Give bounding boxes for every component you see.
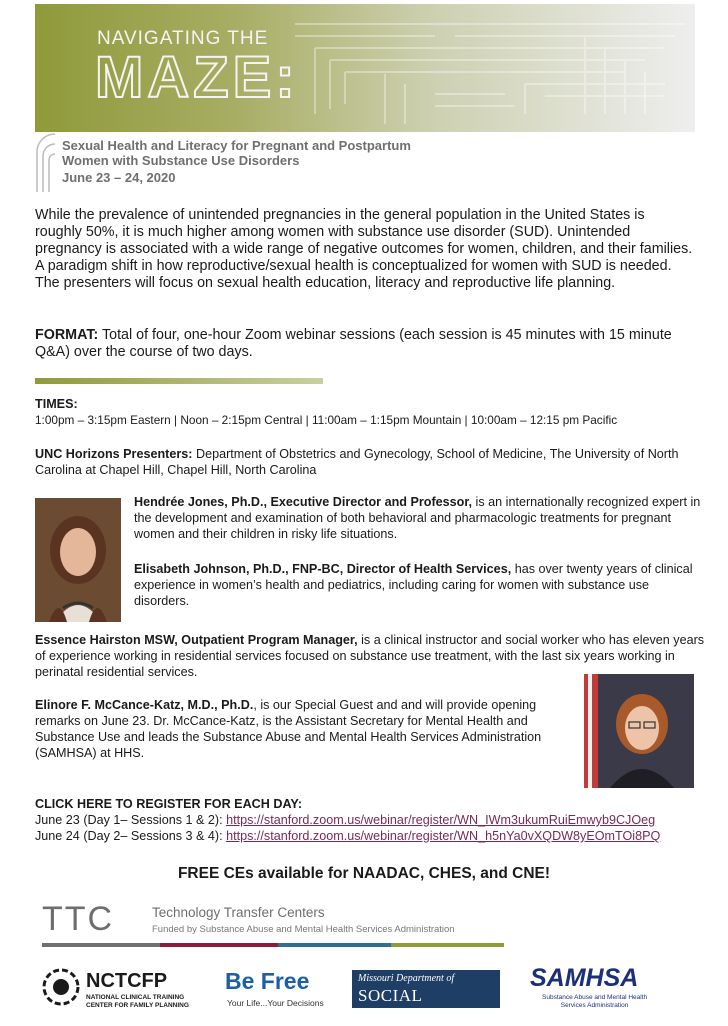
presenters-paragraph <box>35 446 695 478</box>
banner-title-main: MAZE: <box>95 45 299 110</box>
times-label: TIMES: <box>35 397 78 411</box>
bio-text: , is our Special Guest and and will provide opening remarks on June 23. Dr. McCance-Katz, is the Assistant Secretary for Mental Health and Substance Use and leads the Substance Abuse and Mental Health Services Administration (SAMHSA) at HHS. <box>35 698 542 760</box>
register-link-day-1[interactable]: https://stanford.zoom.us/webinar/register/WN_IWm3ukumRuiEmwyb9CJOeg <box>226 813 656 827</box>
samhsa-subtitle <box>542 994 647 1010</box>
bio-essence-hairston <box>35 632 705 680</box>
register-day-1-label: June 23 (Day 1– Sessions 1 & 2): <box>35 813 227 827</box>
bio-name: Essence Hairston MSW, Outpatient Program Manager, <box>35 633 358 647</box>
section-divider <box>35 378 323 384</box>
presenters-text: Department of Obstetrics and Gynecology, School of Medicine, The University of North Carolina at Chapel Hill, Chapel Hill, North Carolina <box>35 447 679 477</box>
format-label: FORMAT: <box>35 327 99 343</box>
nctcfp-logo <box>42 968 192 1018</box>
register-link-day-2[interactable]: https://stanford.zoom.us/webinar/register/WN_h5nYa0vXQDW8yEOmTOi8PQ <box>226 829 661 843</box>
ttc-funded-by: Funded by Substance Abuse and Mental Health Services Administration <box>152 924 455 935</box>
header-banner <box>35 4 695 132</box>
bio-name: Elisabeth Johnson, Ph.D., FNP-BC, Director of Health Services, <box>134 562 512 576</box>
stripe-green <box>391 943 504 947</box>
nctcfp-subtitle-line-2: CENTER FOR FAMILY PLANNING <box>86 1002 189 1009</box>
bio-elinore-mccance-katz <box>35 697 565 761</box>
register-section <box>35 796 705 844</box>
format-text: Total of four, one-hour Zoom webinar sessions (each session is 45 minutes with 15 minute Q&A) over the course of two days. <box>35 327 672 360</box>
banner-title-top: NAVIGATING THE <box>97 28 269 49</box>
samhsa-name: SAMHSA <box>530 964 639 992</box>
register-day-2 <box>35 828 705 844</box>
nctcfp-emblem-icon <box>42 968 80 1006</box>
missouri-line-2: SOCIAL SERVICES <box>358 986 441 1025</box>
bio-text: has over twenty years of clinical experience in women’s health and pediatrics, including caring for women with substance use disorders. <box>134 562 693 608</box>
stripe-gray <box>42 943 160 947</box>
register-heading: CLICK HERE TO REGISTER FOR EACH DAY: <box>35 797 303 811</box>
times-text: 1:00pm – 3:15pm Eastern | Noon – 2:15pm Central | 11:00am – 1:15pm Mountain | 10:00am – 12:15 pm Pacific <box>35 413 618 427</box>
nctcfp-subtitle <box>86 994 189 1010</box>
times-section <box>35 396 705 428</box>
guest-photo-mccance-katz <box>584 674 694 788</box>
be-free-logo <box>225 968 325 1018</box>
bio-name: Hendrée Jones, Ph.D., Executive Director and Professor, <box>134 495 473 509</box>
be-free-name: Be Free <box>225 968 310 994</box>
bio-text: is an internationally recognized expert in the development and examination of both behavioral and pharmacologic treatments for pregnant women and their children in risky life situations. <box>134 495 701 541</box>
maze-pattern-graphic <box>285 14 695 124</box>
register-day-2-label: June 24 (Day 2– Sessions 3 & 4): <box>35 829 227 843</box>
ttc-color-stripes <box>42 943 504 947</box>
format-paragraph <box>35 327 695 361</box>
subtitle-line-2: Women with Substance Use Disorders <box>62 153 300 168</box>
bio-text: is a clinical instructor and social worker who has eleven years of experience working in residential services focused on substance use treatment, with the last six years working in perinatal residential services. <box>35 633 705 679</box>
intro-paragraph: While the prevalence of unintended pregnancies in the general population in the United States is roughly 50%, it is much higher among women with substance use disorder (SUD). Unintended pregnancy is associated with a wide range of negative outcomes for women, children, and their families. A paradigm shift in how reproductive/sexual health is conceptualized for women with SUD is needed. The presenters will focus on sexual health education, literacy and reproductive life planning. <box>35 207 693 291</box>
samhsa-subtitle-line-1: Substance Abuse and Mental Health <box>542 994 648 1001</box>
bio-elisabeth-johnson <box>134 561 704 609</box>
bio-hendree-jones <box>134 494 704 542</box>
event-subtitle <box>62 138 411 168</box>
stripe-maroon <box>160 943 278 947</box>
event-date: June 23 – 24, 2020 <box>62 170 176 185</box>
missouri-social-services-logo <box>352 970 500 1025</box>
subtitle-line-1: Sexual Health and Literacy for Pregnant and Postpartum <box>62 138 411 153</box>
missouri-line-1: Missouri Department of <box>358 973 455 984</box>
samhsa-logo <box>530 964 680 1018</box>
free-ces-banner: FREE CEs available for NAADAC, CHES, and CNE! <box>177 865 551 882</box>
presenters-label: UNC Horizons Presenters: <box>35 447 193 461</box>
stripe-blue <box>278 943 391 947</box>
arc-decoration-graphic <box>35 132 59 192</box>
samhsa-subtitle-line-2: Services Administration <box>560 1002 629 1009</box>
nctcfp-name: NCTCFP <box>86 970 168 992</box>
bio-name: Elinore F. McCance-Katz, M.D., Ph.D. <box>35 698 254 712</box>
presenter-photo-hendree-jones <box>35 498 121 622</box>
be-free-tagline: Your Life...Your Decisions <box>227 998 324 1008</box>
ttc-logo: TTC <box>42 900 115 938</box>
nctcfp-subtitle-line-1: NATIONAL CLINICAL TRAINING <box>86 994 185 1001</box>
ttc-name: Technology Transfer Centers <box>152 905 325 920</box>
register-day-1 <box>35 812 705 828</box>
